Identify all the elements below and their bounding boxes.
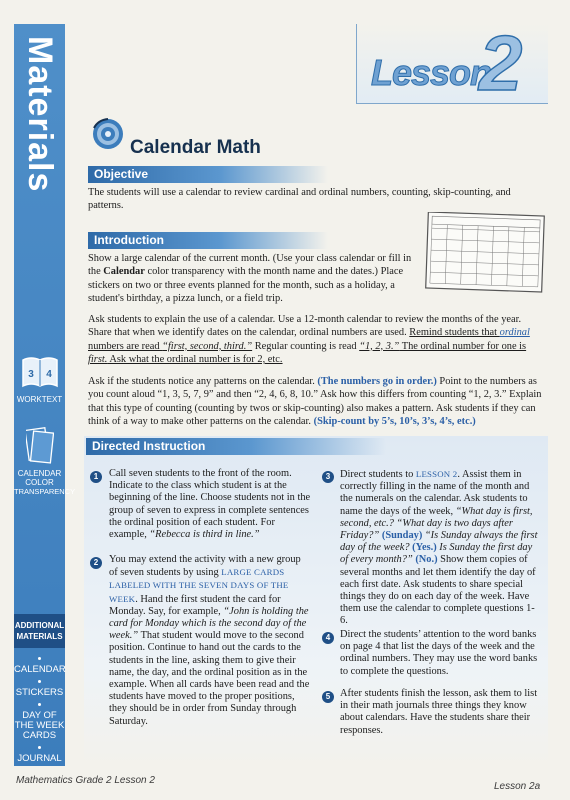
step-2 [109, 554, 311, 728]
transparency-label-2: COLOR [25, 478, 54, 487]
step-2-materials: LARGE CARDS LABELED WITH THE SEVEN DAYS OF THE WEEK [109, 567, 289, 604]
target-icon [92, 118, 124, 150]
intro-p2-underline-1: Remind students that [409, 327, 500, 339]
intro-p3-text-a: Ask if the students notice any patterns on the calendar. [88, 376, 318, 387]
additional-label-2: MATERIALS [16, 632, 63, 641]
step-number-badge: 5 [322, 691, 334, 703]
step-1-example: “Rebecca is third in line.” [149, 529, 260, 541]
step-3-lesson-ref: LESSON 2 [415, 469, 458, 479]
bullet-dot [38, 703, 41, 706]
step-number-badge: 2 [90, 557, 102, 569]
step-3-question-2: “Is Sunday always the first day of the week? [340, 530, 538, 554]
intro-p3-text-b: Point to the numbers as you count aloud “1, 3, 5, 7, 9” and then “2, 4, 6, 8, 10.” Ask how this differs from counting “1, 2, 3.” Explain that this type of counting (counting by twos or skip-counting) also makes a pattern. Ask students if they can think of a way to make other patterns on the calendar. [88, 376, 542, 427]
step-5 [340, 688, 542, 737]
step-3 [340, 468, 542, 628]
lesson-word: Lesson [371, 52, 492, 93]
intro-p2-text-a: Ask students to explain the use of a calendar. Use a 12-month calendar to review the months of the year. Share that when we identify dates on the calendar, ordinal numbers are used. [88, 314, 522, 339]
step-number-badge: 1 [90, 471, 102, 483]
intro-p2-text-b: Regular counting is read [252, 340, 360, 352]
step-3-text-b: . Assist them in correctly filling in the name of the month and the numerals on the calendar. Ask students to name the days of the week, [340, 469, 530, 517]
step-2-text-b: . Hand the first student the card for Monday. Say, for example, [109, 593, 281, 617]
introduction-heading: Introduction [88, 232, 328, 249]
intro-p1-text: Show a large calendar of the current month. (Use your class calendar or fill in the [88, 253, 412, 278]
step-3-question-1: “What day is first, second, etc.? “What day is two days after Friday?” [340, 505, 533, 542]
step-4 [340, 629, 542, 678]
materials-sidebar [14, 24, 76, 766]
introduction-paragraph-1 [88, 252, 418, 305]
additional-item: CARDS [22, 730, 57, 741]
worktext-book-icon [21, 352, 59, 392]
transparency-label-3: TRANSPARENCY [14, 487, 76, 496]
additional-item: CALENDAR [14, 664, 66, 675]
footer-page: Lesson 2a [494, 781, 541, 792]
additional-item: DAY OF [22, 710, 57, 721]
step-4-text: Direct the students’ attention to the word banks on page 4 that list the days of the week and the ordinal numbers. They may use the word banks to complete the questions. [340, 629, 538, 677]
step-3-answer-2: (Yes.) [409, 542, 440, 554]
intro-p2-underline-5: first. [88, 353, 108, 365]
footer-course: Mathematics Grade 2 Lesson 2 [16, 775, 155, 786]
lesson-number: 2 [479, 19, 523, 107]
intro-p2-ordinal: ordinal [499, 327, 530, 339]
intro-p3-answer-1: (The numbers go in order.) [317, 376, 437, 387]
intro-p3-answer-2: (Skip-count by 5’s, 10’s, 3’s, 4’s, etc.) [313, 415, 476, 427]
step-5-text: After students finish the lesson, ask them to list in their math journals three things they know about calendars. Have the students share their responses. [340, 688, 538, 736]
sidebar-title: Materials [21, 36, 59, 193]
bullet-dot [38, 746, 41, 749]
additional-item: THE WEEK [14, 720, 65, 731]
intro-p1-bold: Calendar [103, 266, 145, 278]
step-3-text-a: Direct students to [340, 469, 416, 480]
intro-p2-text-c: The ordinal number for one is [399, 340, 527, 352]
additional-materials-header [14, 614, 65, 648]
intro-p2-underline-2: numbers are read [88, 340, 163, 352]
calendar-illustration [423, 212, 547, 294]
transparency-icon [26, 426, 54, 466]
step-3-answer-3: (No.) [412, 554, 438, 566]
bullet-dot [38, 680, 41, 683]
step-2-example: “John is holding the card for Monday which is the second day of the week.” [109, 605, 309, 642]
step-2-text-a: You may extend the activity with a new group of seven students by using [109, 554, 301, 579]
directed-instruction-heading: Directed Instruction [86, 438, 386, 455]
introduction-paragraph-2 [88, 313, 546, 366]
step-1-text: Call seven students to the front of the room. Indicate to the class which student is at the beginning of the line. Choose students not in the group of seven to express in complete sentences the ordinal position of each student. For example, [109, 468, 311, 541]
step-number-badge: 4 [322, 632, 334, 644]
bullet-dot [38, 657, 41, 660]
step-3-question-3: Is Sunday the first day of every month?” [340, 542, 533, 566]
additional-item: JOURNAL [17, 753, 62, 764]
page-title: Calendar Math [130, 137, 261, 158]
transparency-label-1: CALENDAR [17, 469, 62, 478]
additional-materials-list [14, 652, 65, 764]
step-3-answer-1: (Sunday) [379, 530, 425, 542]
introduction-paragraph-3 [88, 375, 546, 428]
objective-text: The students will use a calendar to review cardinal and ordinal numbers, counting, skip-counting, and patterns. [88, 187, 511, 212]
step-1 [109, 468, 311, 541]
worktext-label: WORKTEXT [16, 395, 63, 404]
intro-p1-text-b: color transparency with the month name and the dates.) Place stickers on two or three events planned for the month, such as a holiday, a student's birthday, a pizza lunch, or a field trip. [88, 266, 404, 304]
additional-item: STICKERS [15, 687, 64, 698]
objective-heading: Objective [88, 166, 328, 183]
intro-p2-underline-4: “1, 2, 3.” [359, 340, 400, 352]
step-2-text-c: That student would move to the second position. Continue to hand out the cards to the students in the line, asking them to give their name, the day, and the ordinal position as in the example. When all cards have been read and the students have moved to the proper positions, they should be in order from Sunday through Saturday. [109, 630, 310, 727]
lesson-banner [356, 19, 548, 107]
additional-label-1: ADDITIONAL [14, 621, 65, 630]
worktext-page-right: 4 [46, 369, 52, 380]
intro-p2-underline-3: “first, second, third.” [162, 340, 253, 352]
step-number-badge: 3 [322, 471, 334, 483]
worktext-page-left: 3 [28, 369, 34, 380]
intro-p2-text-d: Ask what the ordinal number is for 2, etc. [107, 353, 283, 365]
step-3-text-c: Show them copies of several months and let them identify the day of each first date. Ask students to share special things they do on each day of the week. Have them use the calendar to complete questions 1-6. [340, 554, 536, 627]
